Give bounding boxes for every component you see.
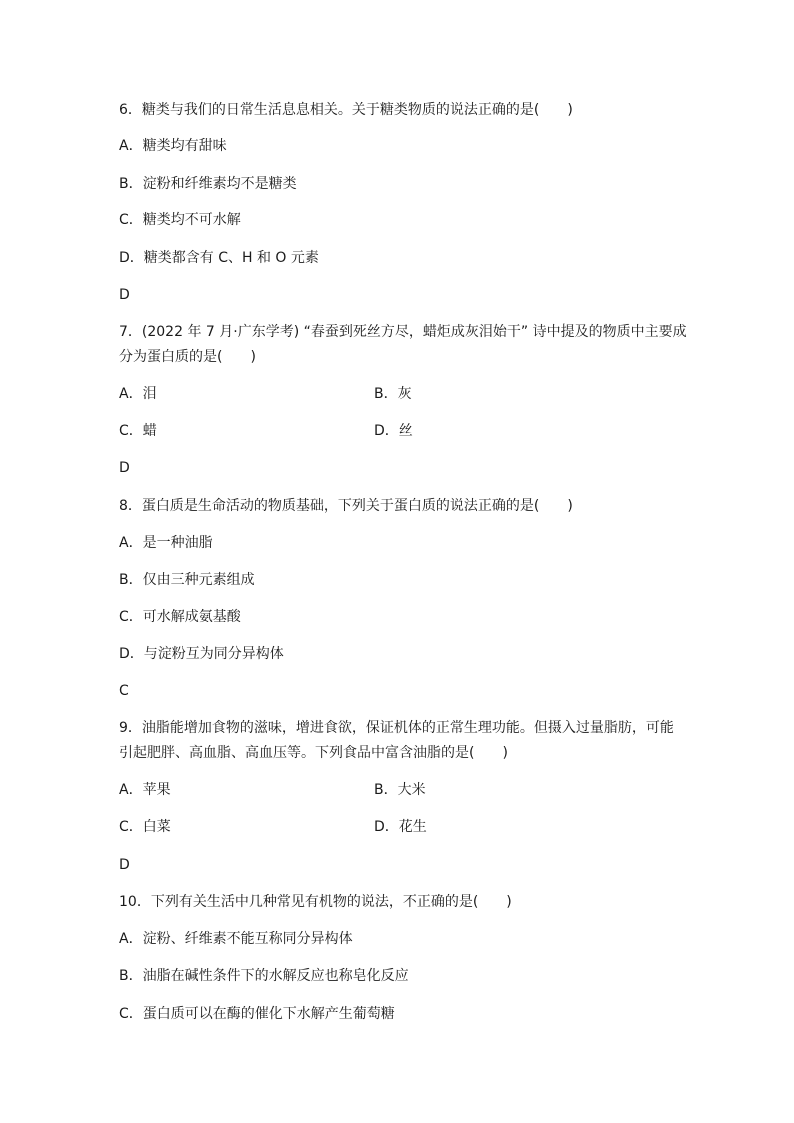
question-7-stem-line-2: 分为蛋白质的是( ) xyxy=(119,349,256,365)
question-8-option-b: B．仅由三种元素组成 xyxy=(119,572,255,588)
question-7-stem-line-1: 7．(2022 年 7 月·广东学考) “春蚕到死丝方尽，蜡炬成灰泪始干” 诗中提及的物质中主要成 xyxy=(119,324,687,340)
question-7-option-d: D．丝 xyxy=(374,423,413,439)
question-9-stem-line-1: 9．油脂能增加食物的滋味，增进食欲，保证机体的正常生理功能。但摄入过量脂肪，可能 xyxy=(119,720,674,736)
question-7-option-c: C．蜡 xyxy=(119,423,157,439)
question-10-option-c: C．蛋白质可以在酶的催化下水解产生葡萄糖 xyxy=(119,1006,395,1022)
question-6-option-a: A．糖类均有甜味 xyxy=(119,138,227,154)
question-8-option-a: A．是一种油脂 xyxy=(119,535,213,551)
question-8-stem: 8．蛋白质是生命活动的物质基础，下列关于蛋白质的说法正确的是( ) xyxy=(119,498,573,514)
question-8-option-d: D．与淀粉互为同分异构体 xyxy=(119,646,284,662)
question-9-option-c: C．白菜 xyxy=(119,819,171,835)
question-9-answer: D xyxy=(119,857,130,873)
question-7-option-a: A．泪 xyxy=(119,386,157,402)
question-10-option-b: B．油脂在碱性条件下的水解反应也称皂化反应 xyxy=(119,968,409,984)
question-6-option-d: D．糖类都含有 C、H 和 O 元素 xyxy=(119,250,319,266)
question-7-answer: D xyxy=(119,460,130,476)
question-9-option-b: B．大米 xyxy=(374,782,426,798)
question-10-option-a: A．淀粉、纤维素不能互称同分异构体 xyxy=(119,931,353,947)
question-9-option-d: D．花生 xyxy=(374,819,427,835)
question-6-answer: D xyxy=(119,287,130,303)
question-8-answer: C xyxy=(119,683,129,699)
question-8-option-c: C．可水解成氨基酸 xyxy=(119,609,241,625)
question-7-option-b: B．灰 xyxy=(374,386,412,402)
question-6-option-c: C．糖类均不可水解 xyxy=(119,212,241,228)
question-10-stem: 10．下列有关生活中几种常见有机物的说法，不正确的是( ) xyxy=(119,894,512,910)
question-9-option-a: A．苹果 xyxy=(119,782,171,798)
question-6-stem: 6．糖类与我们的日常生活息息相关。关于糖类物质的说法正确的是( ) xyxy=(119,102,573,118)
question-9-stem-line-2: 引起肥胖、高血脂、高血压等。下列食品中富含油脂的是( ) xyxy=(119,745,508,761)
question-6-option-b: B．淀粉和纤维素均不是糖类 xyxy=(119,176,297,192)
